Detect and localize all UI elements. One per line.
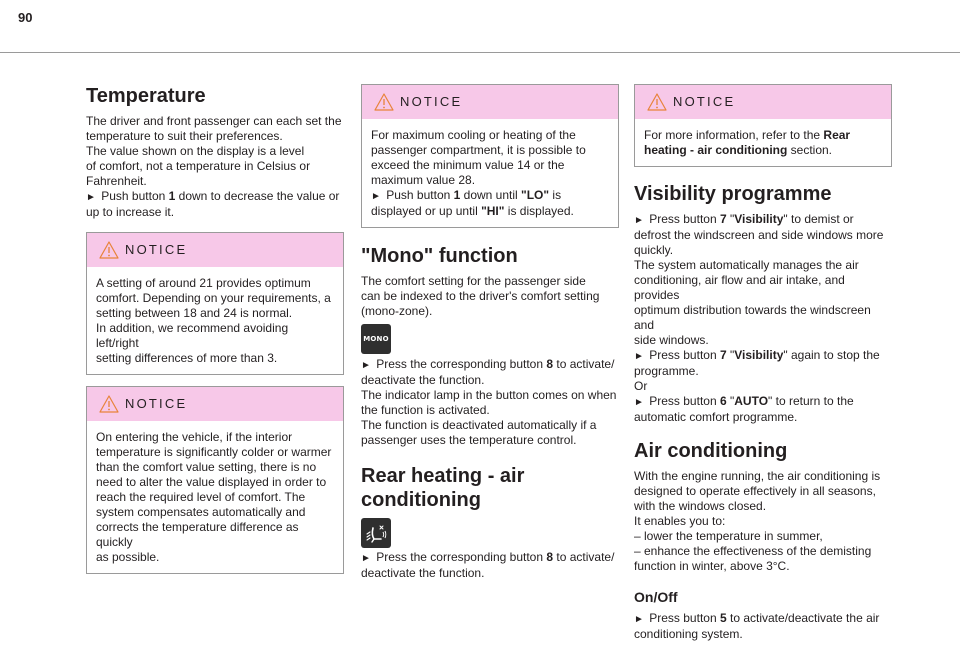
rear-seat-airflow-icon [361,518,391,548]
warning-triangle-icon [647,93,667,111]
visibility-text: ► Press button 7 "Visibility" to demist or defrost the windscreen and side windows more quickly. The system automatically manages the air conditioning, air flow and air intake, and provides optimum distribution towards the windscreen and side windows. ► Press button 7 "Visibility" again to stop the programme. Or ► Press button 6 "AUTO" to return to the automatic comfort programme. [634,212,884,424]
notice-title: NOTICE [673,94,736,109]
bullet-icon: ► [634,614,644,625]
warning-triangle-icon [374,93,394,111]
notice-title: NOTICE [125,396,188,411]
bullet-icon: ► [371,191,381,202]
mono-instructions: ► Press the corresponding button 8 to activate/ deactivate the function. The indicator lamp in the button comes on when the function is activated. The function is deactivated automatically if a passenger uses the temperature control. [361,357,617,447]
mono-button-icon: MONO [361,324,391,354]
rear-climate-button-icon [361,518,391,548]
warning-triangle-icon [99,395,119,413]
notice-title: NOTICE [400,94,463,109]
section-heading-visibility-programme: Visibility programme [634,183,832,205]
section-heading-rear-heating: Rear heating - air conditioning [361,465,525,511]
mono-intro: The comfort setting for the passenger side can be indexed to the driver's comfort setting (mono-zone). [361,274,600,318]
notice-text: On entering the vehicle, if the interior temperature is significantly colder or warmer than the comfort value setting, there is no need to alter the value displayed in order to reach the required level of comfort. The system compensates automatically and corrects the temperature difference as quickly as possible. [96,430,332,564]
column-1 [86,84,344,574]
notice-box-comfort-setting [86,232,344,375]
notice-title: NOTICE [125,242,188,257]
notice-text: For more information, refer to the Rear heating - air conditioning section. [644,128,851,157]
notice-box-max-cooling [361,84,619,228]
section-heading-mono-function: "Mono" function [361,245,518,267]
notice-text: A setting of around 21 provides optimum comfort. Depending on your requirements, a setting between 18 and 24 is normal. In addition, we recommend avoiding left/right setting differences of more than 3. [96,276,331,365]
bullet-icon: ► [634,215,644,226]
warning-triangle-icon [99,241,119,259]
column-2 [361,84,619,581]
notice-box-more-info [634,84,892,167]
section-heading-air-conditioning: Air conditioning [634,440,788,462]
page-number: 90 [18,10,33,25]
bullet-icon: ► [86,192,96,203]
notice-header [87,387,343,421]
column-3 [634,84,892,642]
subheading-on-off: On/Off [634,589,678,605]
notice-header [635,85,891,119]
header-divider [0,52,960,53]
temperature-intro: The driver and front passenger can each set the temperature to suit their preferences. The value shown on the display is a level of comfort, not a temperature in Celsius or Fahrenheit. ► Push button 1 down to decrease the value or up to increase it. [86,114,342,219]
notice-text: For maximum cooling or heating of the passenger compartment, it is possible to exceed the minimum value 14 or the maximum value 28. ► Push button 1 down until "LO" is displayed or up until "HI" is displayed. [371,128,586,218]
on-off-text: ► Press button 5 to activate/deactivate the air conditioning system. [634,611,880,641]
notice-box-interior-temperature [86,386,344,574]
notice-header [362,85,618,119]
bullet-icon: ► [361,553,371,564]
section-heading-temperature: Temperature [86,85,206,107]
bullet-icon: ► [634,351,644,362]
rear-heating-instructions: ► Press the corresponding button 8 to activate/ deactivate the function. [361,550,615,580]
bullet-icon: ► [634,397,644,408]
air-conditioning-text: With the engine running, the air conditioning is designed to operate effectively in all seasons, with the windows closed. It enables you to: – lower the temperature in summer, – enhance the effectiveness of the demisting function in winter, above 3°C. [634,469,881,573]
notice-header [87,233,343,267]
bullet-icon: ► [361,360,371,371]
